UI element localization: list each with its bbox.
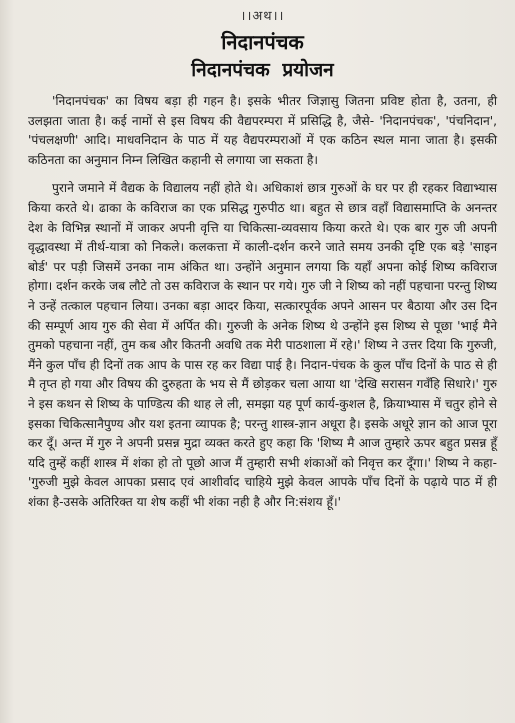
paragraph-intro: 'निदानपंचक' का विषय बड़ा ही गहन है। इसके भीतर जिज्ञासु जितना प्रविष्ट होता है, उतना, ही उलझता जाता है। कई नामों से इस विषय की वैद्यपरम्परा में प्रसिद्धि है, जैसे- 'निदानपंचक', 'पंचनिदान', 'पंचलक्षणी' आदि। माधवनिदान के पाठ में यह वैद्यपरम्पराओं में एक कठिन स्थल माना जाता है। इसकी कठिनता का अनुमान निम्न लिखित कहानी से लगाया जा सकता है। — [28, 94, 497, 167]
page-subtitle: निदानपंचक प्रयोजन — [191, 59, 334, 81]
page-title: निदानपंचक — [221, 30, 304, 54]
header-mark: ।।अथ।। — [240, 9, 285, 24]
paragraph-story: पुराने जमाने में वैद्यक के विद्यालय नहीं होते थे। अधिकाशं छात्र गुरुओं के घर पर ही रहकर विद्याभ्यास किया करते थे। ढाका के कविराज का एक प्रसिद्ध गुरुपीठ था। बहुत से छात्र वहाँ विद्यासमाप्ति के अनन्तर देश के विभिन्न स्थानों में जाकर अपनी वृत्ति या चिकित्सा-व्यवसाय किया करते थे। एक बार गुरु जी अपनी वृद्धावस्था में तीर्थ-यात्रा को निकले। कलकत्ता में काली-दर्शन करने जाते समय उनकी दृष्टि एक बड़े 'साइन बोर्ड' पर पड़ी जिसमें उनका नाम अंकित था। उन्होंने अनुमान लगया कि यहाँ अपना कोई शिष्य कविराज होगा। दर्शन करके जब लौटे तो उस कविराज के स्थान पर गये। गुरु जी ने शिष्य को नहीं पहचाना परन्तु शिष्य ने उन्हें तत्काल पहचान लिया। उनका बड़ा आदर किया, सत्कारपूर्वक अपने आसन पर बैठाया और उस दिन की सम्पूर्ण आय गुरु की सेवा में अर्पित की। गुरुजी के अनेक शिष्य थे उन्होंने इस शिष्य से पूछा 'भाई मैने तुमको पहचाना नहीं, तुम कब और कितनी अवधि तक मेरी पाठशाला में रहे।' शिष्य ने उत्तर दिया कि गुरुजी, मैंने कुल पाँच ही दिनों तक आप के पास रह कर विद्या पाई है। निदान-पंचक के कुल पाँच दिनों के पाठ से ही मै तृप्त हो गया और विषय की दुरुहता के भय से मैं छोड़कर चला आया था 'देखि सरासन गवँहि सिधारे।' गुरु ने इस कथन से शिष्य के पाण्डित्य की थाह ले ली, समझा यह पूर्ण कार्य-कुशल है, क्रियाभ्यास में चतुर होने से इसका चिकित्सानैपुण्य और यश इतना व्यापक है; परन्तु शास्त्र-ज्ञान अधूरा है। इसके अधूरे ज्ञान को आज पूरा कर दूँ। अन्त में गुरु ने अपनी प्रसन्न मुद्रा व्यक्त करते हुए कहा कि 'शिष्य मै आज तुम्हारे ऊपर बहुत प्रसन्न हूँ यदि तुम्हें कहीं शास्त्र में शंका हो तो पूछो आज मैं तुम्हारी सभी शंकाओं को निवृत्त कर दूँगा।' शिष्य ने कहा-'गुरुजी मुझे केवल आपका प्रसाद एवं आशीर्वाद चाहिये मुझे केवल आपके पाँच दिनों के पढ़ाये पाठ में ही शंका है-उसके अतिरिक्त या शेष कहीं भी शंका नही है और नि:संशय हूँ।' — [28, 181, 497, 509]
